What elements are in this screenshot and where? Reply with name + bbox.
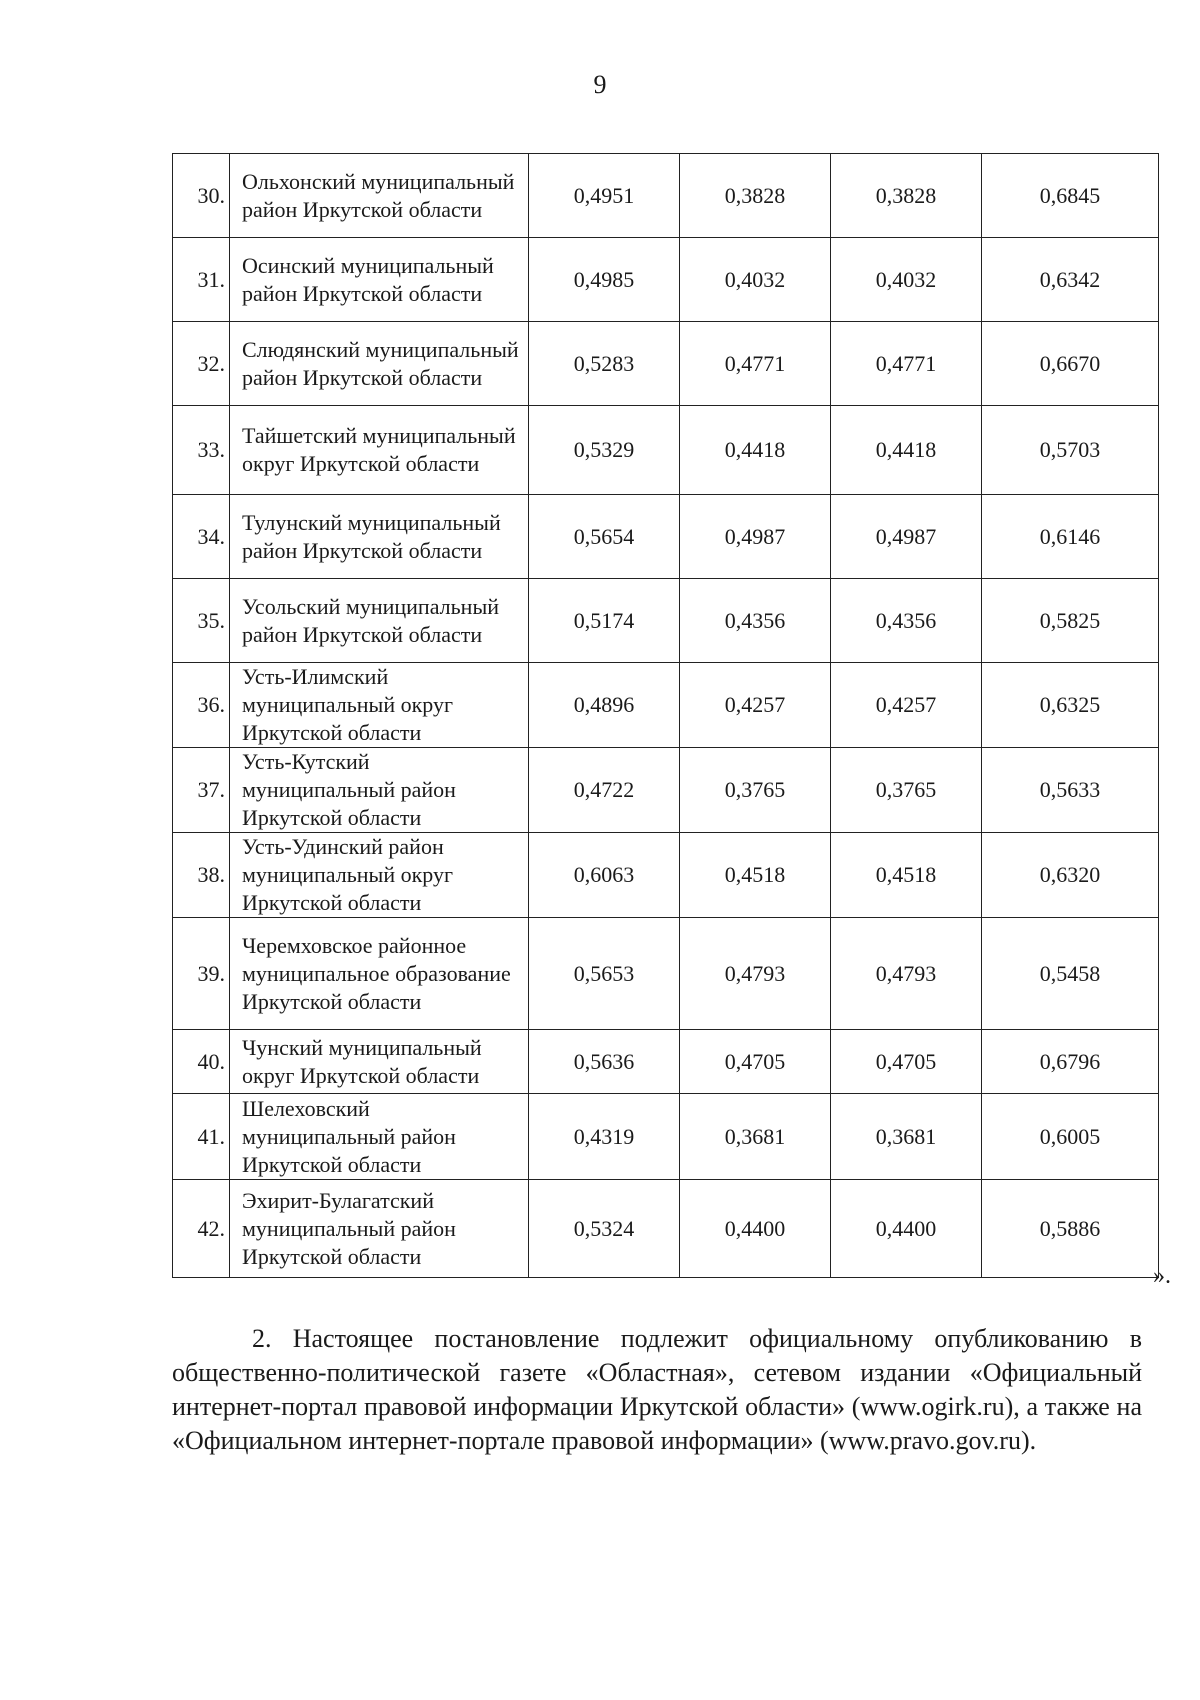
table-row [173,154,1159,238]
value-col-1: 0,5654 [529,495,680,579]
table-row [173,579,1159,663]
value-col-4: 0,6325 [982,663,1159,748]
row-number: 42. [173,1180,230,1278]
table-row [173,495,1159,579]
value-col-3: 0,4356 [831,579,982,663]
municipality-name: Усольский муниципальный район Иркутской области [230,579,529,663]
table-row [173,406,1159,495]
value-col-4: 0,5886 [982,1180,1159,1278]
value-col-3: 0,4418 [831,406,982,495]
value-col-3: 0,4987 [831,495,982,579]
row-number: 39. [173,918,230,1030]
value-col-4: 0,6670 [982,322,1159,406]
municipality-name: Эхирит-Булагатский муниципальный район Иркутской области [230,1180,529,1278]
body-paragraph: 2. Настоящее постановление подлежит официальному опубликованию в общественно-политической газете «Областная», сетевом издании «Официальный интернет-портал правовой информации Иркутской области» (www.ogirk.ru), а также на «Официальном интернет-портале правовой информации» (www.pravo.gov.ru). [172,1324,1142,1455]
table-row [173,238,1159,322]
municipality-name: Черемховское районное муниципальное образование Иркутской области [230,918,529,1030]
value-col-3: 0,4705 [831,1030,982,1094]
row-number: 36. [173,663,230,748]
value-col-3: 0,4400 [831,1180,982,1278]
value-col-2: 0,4987 [680,495,831,579]
table-row [173,833,1159,918]
row-number: 31. [173,238,230,322]
municipality-name: Осинский муниципальный район Иркутской области [230,238,529,322]
value-col-1: 0,4951 [529,154,680,238]
value-col-4: 0,6796 [982,1030,1159,1094]
municipality-name: Усть-Удинский район муниципальный округ Иркутской области [230,833,529,918]
value-col-1: 0,5324 [529,1180,680,1278]
municipality-name: Тулунский муниципальный район Иркутской области [230,495,529,579]
value-col-3: 0,4771 [831,322,982,406]
row-number: 35. [173,579,230,663]
value-col-4: 0,5825 [982,579,1159,663]
table-row [173,322,1159,406]
value-col-3: 0,3765 [831,748,982,833]
value-col-2: 0,4705 [680,1030,831,1094]
closing-quote: ». [1153,1263,1171,1289]
municipality-name: Усть-Илимский муниципальный округ Иркутской области [230,663,529,748]
municipality-name: Усть-Кутский муниципальный район Иркутской области [230,748,529,833]
value-col-2: 0,3765 [680,748,831,833]
table-row [173,1094,1159,1180]
value-col-1: 0,4896 [529,663,680,748]
value-col-2: 0,4257 [680,663,831,748]
value-col-1: 0,5636 [529,1030,680,1094]
row-number: 34. [173,495,230,579]
value-col-4: 0,6005 [982,1094,1159,1180]
value-col-3: 0,4518 [831,833,982,918]
value-col-3: 0,4257 [831,663,982,748]
value-col-4: 0,6342 [982,238,1159,322]
data-table [172,153,1159,1278]
value-col-4: 0,6146 [982,495,1159,579]
table-container [172,153,1159,1278]
page-number: 9 [593,70,607,99]
table-row [173,1030,1159,1094]
value-col-3: 0,3828 [831,154,982,238]
value-col-1: 0,5283 [529,322,680,406]
value-col-4: 0,6845 [982,154,1159,238]
table-row [173,663,1159,748]
value-col-1: 0,6063 [529,833,680,918]
value-col-1: 0,4985 [529,238,680,322]
value-col-4: 0,5633 [982,748,1159,833]
table-row [173,918,1159,1030]
value-col-3: 0,4032 [831,238,982,322]
value-col-2: 0,4032 [680,238,831,322]
table-row [173,1180,1159,1278]
row-number: 37. [173,748,230,833]
row-number: 32. [173,322,230,406]
row-number: 38. [173,833,230,918]
table-body [173,154,1159,1278]
municipality-name: Слюдянский муниципальный район Иркутской области [230,322,529,406]
value-col-2: 0,3681 [680,1094,831,1180]
row-number: 40. [173,1030,230,1094]
value-col-2: 0,3828 [680,154,831,238]
municipality-name: Ольхонский муниципальный район Иркутской области [230,154,529,238]
value-col-4: 0,5458 [982,918,1159,1030]
row-number: 41. [173,1094,230,1180]
municipality-name: Шелеховский муниципальный район Иркутской области [230,1094,529,1180]
value-col-4: 0,5703 [982,406,1159,495]
value-col-3: 0,3681 [831,1094,982,1180]
value-col-3: 0,4793 [831,918,982,1030]
value-col-2: 0,4400 [680,1180,831,1278]
value-col-1: 0,5329 [529,406,680,495]
municipality-name: Тайшетский муниципальный округ Иркутской области [230,406,529,495]
table-row [173,748,1159,833]
row-number: 30. [173,154,230,238]
value-col-1: 0,4722 [529,748,680,833]
value-col-2: 0,4418 [680,406,831,495]
value-col-1: 0,5174 [529,579,680,663]
value-col-2: 0,4356 [680,579,831,663]
row-number: 33. [173,406,230,495]
value-col-1: 0,4319 [529,1094,680,1180]
value-col-2: 0,4518 [680,833,831,918]
value-col-2: 0,4771 [680,322,831,406]
municipality-name: Чунский муниципальный округ Иркутской области [230,1030,529,1094]
value-col-4: 0,6320 [982,833,1159,918]
value-col-1: 0,5653 [529,918,680,1030]
value-col-2: 0,4793 [680,918,831,1030]
